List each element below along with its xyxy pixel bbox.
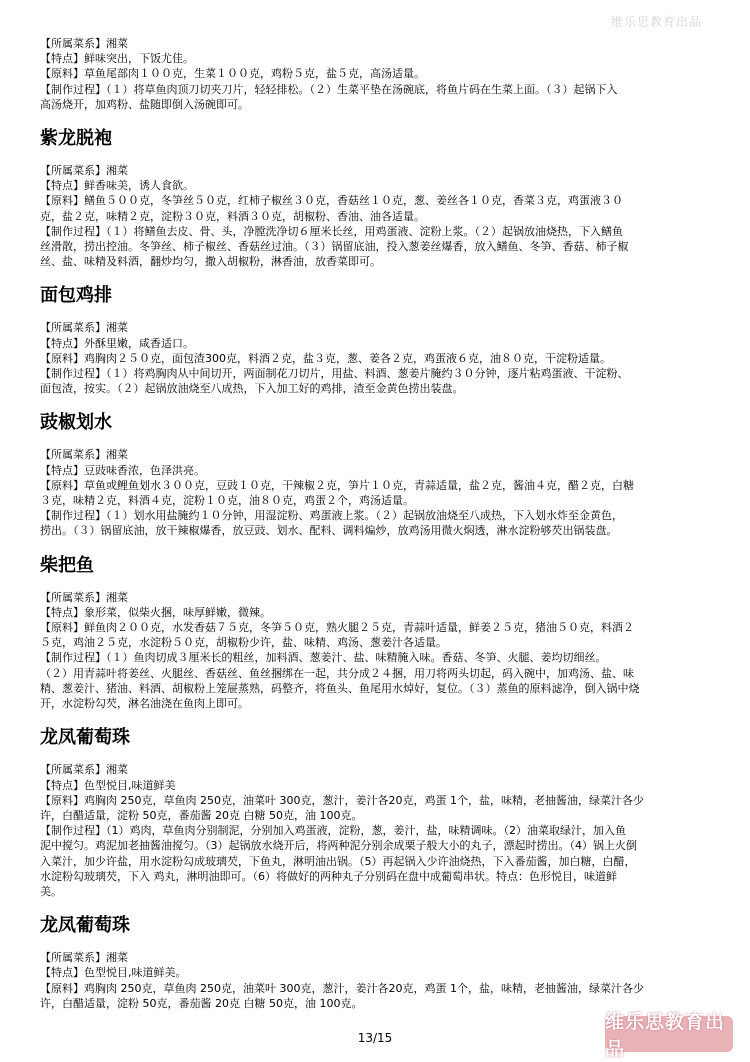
text-line: 【原料】鸡胸肉２５０克，面包渣300克，料酒２克，盐３克，葱、姜各２克，鸡蛋液６克，油８０克，干淀粉适量。 [40,351,611,365]
watermark-text: 维乐思教育出品 [610,15,702,29]
recipe-heading: 龙凤葡萄珠 [40,915,130,937]
text-line: 【特点】外酥里嫩，咸香适口。 [40,336,194,350]
text-line: 【制作过程】（１）鱼肉切成３厘米长的粗丝，加料酒、葱姜汁、盐、味精腌入味。香菇、冬笋、火腿、姜均切细丝。 [40,651,607,665]
text-line: 美。 [40,884,62,898]
text-line: 丝、盐、味精及料酒，翻炒均匀，撒入胡椒粉，淋香油，放香菜即可。 [40,255,381,269]
brand-stamp: 维乐思教育出品 [605,1016,733,1052]
text-line: 精、葱姜汁、猪油、料酒、胡椒粉上笼屉蒸熟，码整齐，将鱼头、鱼尾用水焯好，复位。（３）蒸鱼的原料滤净，倒入锅中烧 [40,681,640,695]
recipe-section [40,163,710,269]
text-line: 【所属菜系】湘菜 [40,951,128,965]
text-line: 丝滑散，捞出控油。冬笋丝、柿子椒丝、香菇丝过油。（３）锅留底油，投入葱姜丝爆香，放入鳝鱼、冬笋、香菇、柿子椒 [40,240,629,254]
text-line: 克，盐２克，味精２克，淀粉３０克，料酒３０克，胡椒粉、香油、油各适量。 [40,209,425,223]
text-line: 【特点】色型悦目,味道鲜美。 [40,966,187,980]
text-line: 开，水淀粉勾芡，淋名油浇在鱼肉上即可。 [40,697,249,711]
text-line: 【制作过程】（1）鸡肉，草鱼肉分别制泥，分别加入鸡蛋液，淀粉，葱，姜汁，盐，味精调味。（2）油菜取绿汁，加入鱼 [40,824,626,838]
text-line: 【特点】色型悦目,味道鲜美 [40,778,176,792]
text-line: 【所属菜系】湘菜 [40,37,128,50]
text-line: 【原料】鸡胸肉 250克，草鱼肉 250克，油菜叶 300克，葱汁，姜汁各20克，鸡蛋 1个，盐，味精，老抽酱油，绿菜汁各少 [40,981,644,995]
text-line: 【特点】鲜味突出，下饭尤佳。 [40,52,194,66]
page-number: 13/15 [357,1031,393,1045]
recipe-section [40,950,710,1011]
text-line: 【原料】鲜鱼肉２００克，水发香菇７５克，冬笋５０克，熟火腿２５克，青蒜叶适量，鲜姜２５克，猪油５０克，料酒２ [40,621,634,635]
recipe-heading: 柴把鱼 [40,554,94,576]
text-line: 【特点】鲜香味美，诱人食欲。 [40,179,194,193]
text-line: 许，白醋适量，淀粉 50克，番茄酱 20克 白糖 50克，油 100克。 [40,808,363,822]
text-line: 【所属菜系】湘菜 [40,164,128,178]
text-line: 【制作过程】（１）将鳝鱼去皮、骨、头，净膛洗净切６厘米长丝，用鸡蛋液、淀粉上浆。（２）起锅放油烧热，下入鳝鱼 [40,224,623,238]
text-line: 【所属菜系】湘菜 [40,448,128,462]
recipe-section [40,447,710,538]
recipe-section [40,590,710,712]
document-body [40,36,710,1011]
text-line: 【所属菜系】湘菜 [40,763,128,777]
text-line: 【所属菜系】湘菜 [40,590,128,604]
text-line: 【原料】草鱼尾部肉１００克，生菜１００克，鸡粉５克，盐５克，高汤适量。 [40,67,425,81]
text-line: 【制作过程】（１）划水用盐腌约１０分钟，用湿淀粉、鸡蛋液上浆。（２）起锅放油烧至八成热，下入划水炸至金黄色， [40,509,623,523]
recipe-heading: 紫龙脱袍 [40,128,112,150]
text-line: 面包渣，按实。（２）起锅放油烧至八成热，下入加工好的鸡排，渣至金黄色捞出装盘。 [40,382,464,396]
text-line: 许，白醋适量，淀粉 50克，番茄酱 20克 白糖 50克，油 100克。 [40,996,363,1010]
text-line: 水淀粉勾玻璃芡，下入 鸡丸，淋明油即可。（6）将做好的两种丸子分别码在盘中成葡萄串状。特点：色形悦目，味道鲜 [40,869,617,883]
recipe-heading: 面包鸡排 [40,285,112,307]
text-line: 【原料】草鱼或鲤鱼划水３００克，豆豉１０克，干辣椒２克，笋片１０克，青蒜适量，盐２克，酱油４克，醋２克，白糖 [40,478,634,492]
recipe-heading: 龙凤葡萄珠 [40,727,130,749]
recipe-section [40,320,710,396]
text-line: 入菜汁，加少许盐，用水淀粉勾成玻璃芡，下鱼丸，淋明油出锅。（5）再起锅入少许油烧热，下入番茄酱，加白糖，白醋， [40,854,636,868]
text-line: 【制作过程】（１）将鸡胸肉从中间切开，两面制花刀切片，用盐、料酒、葱姜片腌约３０分钟，逐片粘鸡蛋液、干淀粉、 [40,367,629,381]
text-line: 高汤烧开，加鸡粉、盐随即倒入汤碗即可。 [40,97,249,111]
text-line: ５克，鸡油２５克，水淀粉５０克，胡椒粉少许，盐、味精、鸡汤、葱姜汁各适量。 [40,636,447,650]
text-line: 【制作过程】（１）将草鱼肉顶刀切夹刀片，轻轻排松。（２）生菜平垫在汤碗底，将鱼片码在生菜上面。（３）起锅下入 [40,82,618,96]
text-line: 【原料】鳝鱼５００克，冬笋丝５０克，红柿子椒丝３０克，香菇丝１０克，葱、姜丝各１０克，香菜３克，鸡蛋液３０ [40,194,623,208]
recipe-section [40,762,710,899]
text-line: 捞出。（３）锅留底油，放干辣椒爆香，放豆豉、划水、配料、调料煸炒，放鸡汤用微火焖透，淋水淀粉够芡出锅装盘。 [40,524,618,538]
text-line: （２）用青蒜叶将姜丝、火腿丝、香菇丝、鱼丝捆绑在一起，共分成２４捆，用刀将两头切起，码入碗中，加鸡汤、盐、味 [40,666,634,680]
text-line: 【所属菜系】湘菜 [40,321,128,335]
text-line: 泥中搅匀。鸡泥加老抽酱油搅匀。（3）起锅放水烧开后，将两种泥分别余成栗子般大小的丸子，漂起时捞出。（4）锅上火倒 [40,839,637,853]
text-line: 【原料】鸡胸肉 250克，草鱼肉 250克，油菜叶 300克，葱汁，姜汁各20克，鸡蛋 1个，盐，味精，老抽酱油，绿菜汁各少 [40,793,644,807]
text-line: ３克，味精２克，料酒４克，淀粉１０克，油８０克，鸡蛋２个，鸡汤适量。 [40,494,414,508]
text-line: 【特点】豆豉味香浓，色泽洪亮。 [40,463,205,477]
recipe-heading: 豉椒划水 [40,412,112,434]
recipe-section [40,36,710,112]
text-line: 【特点】象形菜，似柴火捆，味厚鲜嫩，微辣。 [40,605,271,619]
